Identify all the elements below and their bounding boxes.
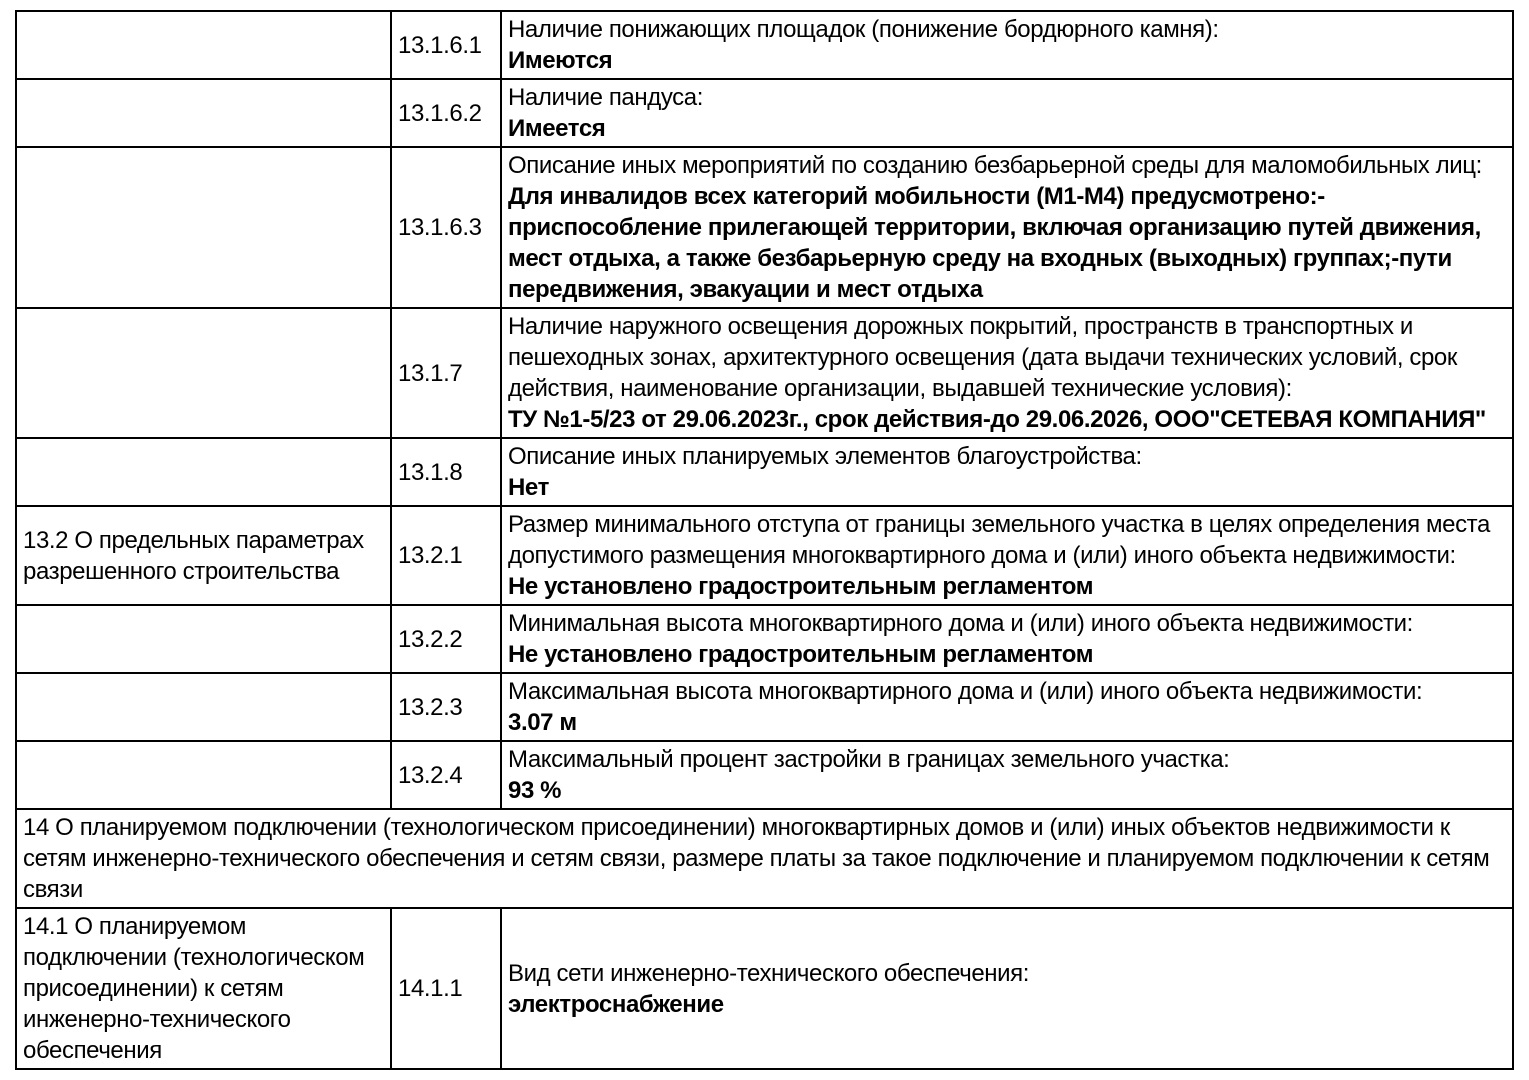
field-value: Для инвалидов всех категорий мобильности (М1-М4) предусмотрено:-приспособление прилегающей территории, включая организацию путей движения, мест отдыха, а также безбарьерную среду на входных (выходных) группах;-пути передвижения, эвакуации и мест отдыха	[508, 183, 1481, 303]
field-label: Описание иных планируемых элементов благоустройства:	[508, 443, 1142, 470]
row-number: 13.1.7	[391, 308, 501, 438]
table-row	[16, 741, 1513, 809]
row-content	[501, 147, 1513, 308]
row-number: 13.1.6.3	[391, 147, 501, 308]
field-value: электроснабжение	[508, 990, 724, 1018]
section-cell	[16, 605, 391, 673]
section-header: 14 О планируемом подключении (технологическом присоединении) многоквартирных домов и (или) иных объектов недвижимости к сетям инженерно-технического обеспечения и сетям связи, размере платы за такое подключение и планируемом подключении к сетям связи	[16, 809, 1513, 908]
table-row	[16, 11, 1513, 79]
row-number: 13.1.8	[391, 438, 501, 506]
section-cell: 14.1 О планируемом подключении (технологическом присоединении) к сетям инженерно-технического обеспечения	[16, 908, 391, 1069]
field-label: Наличие понижающих площадок (понижение бордюрного камня):	[508, 16, 1219, 43]
row-content	[501, 11, 1513, 79]
row-content	[501, 741, 1513, 809]
table-row	[16, 673, 1513, 741]
section-cell	[16, 438, 391, 506]
section-cell: 13.2 О предельных параметрах разрешенного строительства	[16, 506, 391, 605]
table-row	[16, 605, 1513, 673]
row-number: 13.2.4	[391, 741, 501, 809]
row-number: 13.1.6.1	[391, 11, 501, 79]
table-row	[16, 438, 1513, 506]
field-label: Вид сети инженерно-технического обеспечения:	[508, 959, 1030, 987]
row-content	[501, 605, 1513, 673]
field-label: Минимальная высота многоквартирного дома и (или) иного объекта недвижимости:	[508, 610, 1413, 637]
section-cell	[16, 11, 391, 79]
row-content	[501, 438, 1513, 506]
field-value: Нет	[508, 474, 549, 501]
table-row	[16, 506, 1513, 605]
section-cell	[16, 79, 391, 147]
field-value: Не установлено градостроительным регламентом	[508, 573, 1094, 600]
section-header-row	[16, 809, 1513, 908]
table-row	[16, 147, 1513, 308]
row-content	[501, 506, 1513, 605]
table-row	[16, 308, 1513, 438]
row-content	[501, 308, 1513, 438]
table-row	[16, 79, 1513, 147]
row-content	[501, 908, 1513, 1069]
row-number: 13.2.3	[391, 673, 501, 741]
section-cell	[16, 147, 391, 308]
row-content	[501, 673, 1513, 741]
field-label: Максимальный процент застройки в границах земельного участка:	[508, 746, 1230, 773]
field-value: Имеются	[508, 47, 613, 74]
field-label: Максимальная высота многоквартирного дома и (или) иного объекта недвижимости:	[508, 678, 1423, 705]
field-value: Не установлено градостроительным регламентом	[508, 641, 1094, 668]
field-value: 93 %	[508, 777, 562, 804]
field-label: Наличие наружного освещения дорожных покрытий, пространств в транспортных и пешеходных зонах, архитектурного освещения (дата выдачи технических условий, срок действия, наименование организации, выдавшей технические условия):	[508, 313, 1457, 402]
row-number: 13.2.1	[391, 506, 501, 605]
field-value: 3.07 м	[508, 709, 577, 736]
field-label: Описание иных мероприятий по созданию безбарьерной среды для маломобильных лиц:	[508, 152, 1482, 179]
table-row	[16, 908, 1513, 1069]
section-cell	[16, 308, 391, 438]
section-cell	[16, 741, 391, 809]
row-number: 14.1.1	[391, 908, 501, 1069]
declaration-table	[15, 10, 1514, 1070]
row-content	[501, 79, 1513, 147]
row-number: 13.2.2	[391, 605, 501, 673]
field-value: ТУ №1-5/23 от 29.06.2023г., срок действия-до 29.06.2026, ООО"СЕТЕВАЯ КОМПАНИЯ"	[508, 406, 1486, 433]
field-value: Имеется	[508, 115, 606, 142]
field-label: Наличие пандуса:	[508, 84, 703, 111]
section-cell	[16, 673, 391, 741]
row-number: 13.1.6.2	[391, 79, 501, 147]
field-label: Размер минимального отступа от границы земельного участка в целях определения места допустимого размещения многоквартирного дома и (или) иного объекта недвижимости:	[508, 511, 1490, 569]
